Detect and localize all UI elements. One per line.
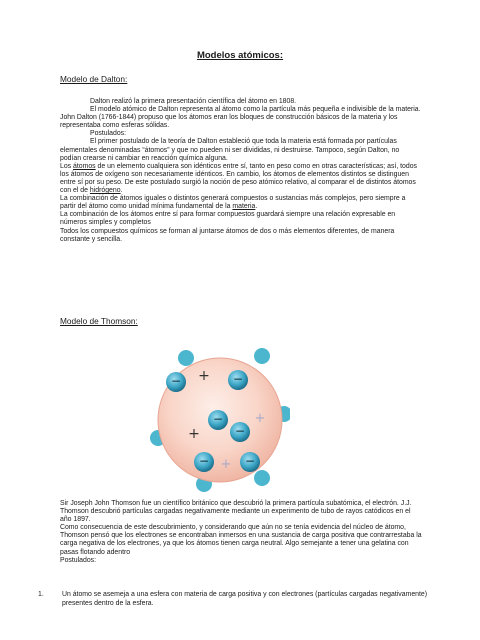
thomson-paragraph-2: Como consecuencia de este descubrimiento, y considerando que aún no se tenía evidencia del núcleo de átomo, Thomson pensó que los electrones se encontraban inmersos en una sustancia de carga positiva que contrarrestaba la carga negativa de los electrones, ya que los átomos tienen carga neutral. Algo semejante a tener una gelatina con pasas flotando adentro: [60, 524, 422, 556]
nub: [254, 348, 270, 364]
thomson-postulados-label: Postulados:: [60, 556, 97, 564]
atomos-link[interactable]: átomos: [73, 162, 96, 170]
dalton-postulados-label: Postulados:: [90, 130, 127, 138]
hidrogeno-link[interactable]: hidrógeno: [89, 187, 121, 195]
p5-end: .: [255, 203, 258, 211]
electron: [194, 452, 214, 472]
p5-pre: La combinación de átomos iguales o distintos generará compuestos o sustancias más complejos, pero siempre a partir del átomo como unidad mínima fundamental de la: [60, 195, 406, 211]
dalton-paragraph-4: [60, 163, 422, 195]
p4-post: de un elemento cualquiera son idénticos entre sí, tanto en peso como en otras características; así, todos los átomos de oxígeno son necesariamente idénticos. En cambio, los átomos de elementos distintos se distinguen entre sí por su peso. De este postulado surgió la noción de peso atómico relativo, al comparar el de distintos átomos con el de: [60, 162, 418, 195]
svg-text:−: −: [212, 412, 224, 426]
positive-charge: +: [198, 368, 210, 384]
thomson-heading: Modelo de Thomson:: [60, 316, 138, 326]
nub: [254, 470, 270, 486]
p4-pre: Los: [60, 162, 74, 170]
svg-text:−: −: [244, 454, 256, 468]
positive-charge: +: [254, 411, 266, 426]
dalton-paragraph-3: El primer postulado de la teoría de Dalton estableció que toda la materia está formada por partículas elementales denominadas “átomos” y que no pueden ni ser divididas, ni destruirse. Tampoco, según Dalton, no podían crearse ni cambiar en reacción química alguna.: [60, 138, 400, 162]
nub: [178, 350, 194, 366]
electron: [166, 372, 186, 392]
positive-charge: +: [188, 426, 200, 442]
svg-text:−: −: [170, 374, 182, 388]
dalton-paragraph-7: Todos los compuestos químicos se forman al juntarse átomos de dos o más elementos diferentes, de manera constante y sencilla.: [60, 227, 395, 243]
list-number: 1.: [38, 591, 44, 598]
electron: [228, 370, 248, 390]
positive-charge: +: [220, 457, 232, 472]
thomson-section: [60, 500, 422, 565]
dalton-section: [60, 98, 422, 244]
electron: [240, 452, 260, 472]
svg-text:−: −: [234, 424, 246, 438]
dalton-paragraph-6: La combinación de los átomos entre sí para formar compuestos guardará siempre una relación expresable en números simples y completos: [60, 211, 396, 227]
p4-end: .: [120, 187, 123, 195]
electron: [208, 410, 228, 430]
dalton-paragraph-1: Dalton realizó la primera presentación científica del átomo en 1808.: [90, 98, 297, 105]
dalton-paragraph-2: El modelo atómico de Dalton representa al átomo como la partícula más pequeña e indivisible de la materia. John Dalton (1766-1844) propuso que los átomos eran los bloques de construcción básicos de la materia y los representaba como esferas sólidas.: [60, 106, 421, 130]
svg-text:−: −: [198, 454, 210, 468]
dalton-heading: Modelo de Dalton:: [60, 74, 128, 84]
dalton-paragraph-5: [60, 195, 422, 211]
materia-link[interactable]: materia: [232, 203, 256, 211]
electron: [230, 422, 250, 442]
list-item: Un átomo se asemeja a una esfera con materia de carga positiva y con electrones (partículas cargadas negativamente) presentes dentro de la esfera.: [62, 591, 428, 607]
thomson-plum-pudding-figure: [150, 334, 290, 494]
document-title: Modelos atómicos:: [196, 50, 284, 61]
thomson-paragraph-1: Sir Joseph John Thomson fue un científico británico que descubrió la primera partícula subatómica, el electrón. J.J. Thomson descubrió partículas cargadas negativamente mediante un experimento de tubo de rayos catódicos en el año 1897.: [60, 500, 412, 524]
svg-text:−: −: [232, 372, 244, 386]
